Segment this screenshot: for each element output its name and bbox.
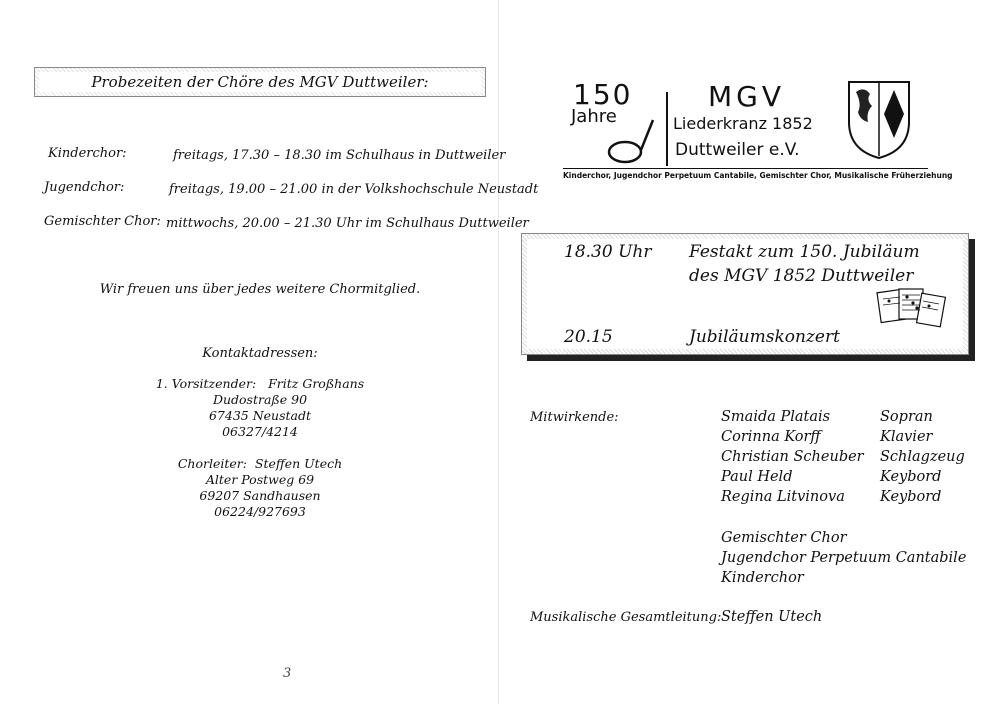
choir-time-jugend: freitags, 19.00 – 21.00 in der Volkshochschule Neustadt [169,182,539,197]
performer-role: Sopran [880,409,933,425]
coat-of-arms-icon [846,78,912,160]
contact-chairman-line: 06327/4214 [222,424,298,439]
contact-conductor-line: 06224/927693 [214,504,306,519]
choir-label-kinder: Kinderchor: [48,146,127,161]
performer-list [721,407,864,507]
rehearsal-header: Probezeiten der Chöre des MGV Duttweiler: [39,72,481,92]
leader-label: Musikalische Gesamtleitung: [530,610,722,625]
program-event-1-line2: des MGV 1852 Duttweiler [689,266,914,286]
logo-jahre: Jahre [571,106,617,127]
program-event-1-line1: Festakt zum 150. Jubiläum [689,242,920,262]
contact-chairman-line: Dudostraße 90 [212,392,308,407]
fold-line [498,0,499,704]
contact-conductor [60,456,460,520]
program-event-2: Jubiläumskonzert [689,327,840,347]
contact-conductor-line: Chorleiter: Steffen Utech [177,456,343,471]
performer-name: Christian Scheuber [721,449,864,465]
contact-conductor-line: 69207 Sandhausen [199,488,321,503]
performer-name: Paul Held [721,469,793,485]
leader-name: Steffen Utech [721,609,823,625]
choir-item: Jugendchor Perpetuum Cantabile [721,550,967,566]
contact-conductor-line: Alter Postweg 69 [205,472,315,487]
rehearsal-header-box [34,67,486,97]
performer-role: Klavier [880,429,933,445]
performer-name: Regina Litvinova [721,489,845,505]
logo-divider [666,92,668,166]
performer-roles [880,407,965,507]
performer-role: Schlagzeug [880,449,965,465]
choir-time-gemischt: mittwochs, 20.00 – 21.30 Uhr im Schulhaus Duttweiler [166,216,529,231]
performer-role: Keybord [880,469,942,485]
performer-name: Corinna Korff [721,429,821,445]
contacts-title: Kontaktadressen: [202,346,318,361]
program-time-2: 20.15 [564,327,613,347]
program-inner [527,239,963,349]
choir-item: Kinderchor [721,570,804,586]
performer-role: Keybord [880,489,942,505]
choir-item: Gemischter Chor [721,530,847,546]
welcome-text: Wir freuen uns über jedes weitere Chormitglied. [99,282,421,297]
logo-mgv: MGV [708,80,786,113]
contact-chairman [60,376,460,440]
program-box [521,233,969,355]
choir-time-kinder: freitags, 17.30 – 18.30 im Schulhaus in Duttweiler [173,148,506,163]
choir-list [721,528,966,588]
logo-years: 150 [573,78,633,111]
performer-name: Smaida Platais [721,409,831,425]
page-number: 3 [283,666,292,681]
contact-chairman-line: 1. Vorsitzender: Fritz Großhans [155,376,365,391]
music-note-icon [603,118,663,164]
choir-label-jugend: Jugendchor: [44,180,125,195]
logo-liederkranz: Liederkranz 1852 [673,114,813,133]
logo-place: Duttweiler e.V. [675,140,800,160]
contact-chairman-line: 67435 Neustadt [208,408,312,423]
program-time-1: 18.30 Uhr [564,242,652,262]
performers-label: Mitwirkende: [530,410,619,425]
choir-label-gemischt: Gemischter Chor: [44,214,161,229]
logo-subline: Kinderchor, Jugendchor Perpetuum Cantabile, Gemischter Chor, Musikalische Früherziehung [563,168,928,180]
sheet-music-icon [875,285,949,337]
